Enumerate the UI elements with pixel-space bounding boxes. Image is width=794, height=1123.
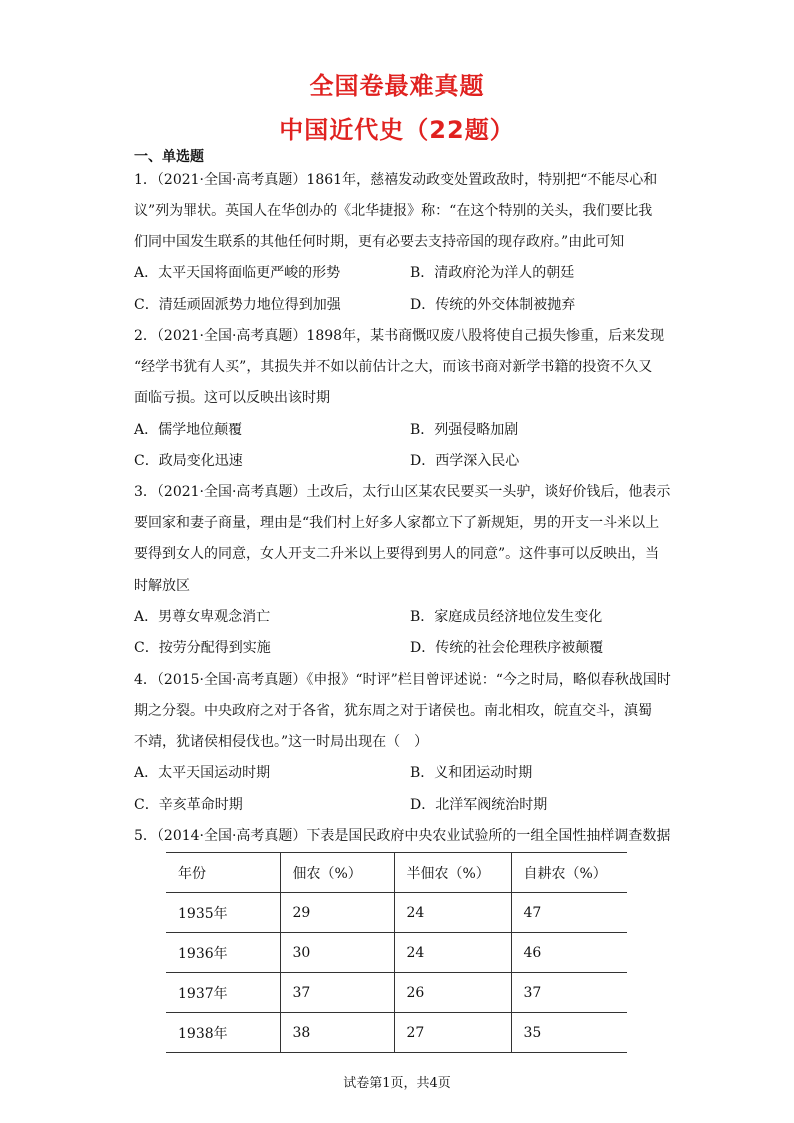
table-header-cell: 年份: [166, 853, 280, 893]
question-1-option-d: D．传统的外交体制被抛弃: [410, 297, 576, 313]
table-row: [166, 1013, 627, 1053]
page-subtitle: 中国近代史（22题）: [279, 116, 515, 144]
question-2-option-a: A．儒学地位颠覆: [134, 422, 243, 438]
table-cell: 24: [394, 933, 511, 973]
table-header-cell: 自耕农（%）: [511, 853, 627, 893]
table-cell: 29: [280, 893, 394, 933]
table-header-row: [166, 853, 627, 893]
table-cell: 35: [511, 1013, 627, 1053]
question-4-option-d: D．北洋军阀统治时期: [410, 797, 548, 813]
question-2-option-d: D．西学深入民心: [410, 453, 520, 469]
question-2-line-2: “经学书犹有人买”，其损失并不如以前估计之大，而该书商对新学书籍的投资不久又: [134, 359, 653, 375]
table-row: [166, 973, 627, 1013]
question-4-option-a: A．太平天国运动时期: [134, 765, 271, 781]
question-1-option-c: C．清廷顽固派势力地位得到加强: [134, 297, 341, 313]
question-3-option-b: B．家庭成员经济地位发生变化: [410, 609, 603, 625]
table-cell: 27: [394, 1013, 511, 1053]
question-1-option-b: B．清政府沦为洋人的朝廷: [410, 265, 575, 281]
question-2-line-3: 面临亏损。这可以反映出该时期: [134, 390, 330, 406]
question-3-line-2: 要回家和妻子商量，理由是“我们村上好多人家都立下了新规矩，男的开支一斗米以上: [134, 515, 660, 531]
question-4-line-3: 不靖，犹诸侯相侵伐也。”这一时局出现在（ ）: [134, 734, 429, 750]
question-3-option-d: D．传统的社会伦理秩序被颠覆: [410, 640, 604, 656]
question-1-line-3: 们同中国发生联系的其他任何时期，更有必要去支持帝国的现存政府。”由此可知: [134, 234, 625, 250]
question-2-line-1: 2．（2021·全国·高考真题）1898年，某书商慨叹废八股将使自己损失惨重，后来发现: [134, 328, 665, 344]
question-5-line-1: 5．（2014·全国·高考真题）下表是国民政府中央农业试验所的一组全国性抽样调查数据: [134, 828, 671, 844]
question-2-option-c: C．政局变化迅速: [134, 453, 243, 469]
question-1-line-2: 议”列为罪状。英国人在华创办的《北华捷报》称：“在这个特别的关头，我们要比我: [134, 203, 653, 219]
question-1-option-a: A．太平天国将面临更严峻的形势: [134, 265, 341, 281]
survey-table: [166, 852, 627, 1053]
page-title: 全国卷最难真题: [309, 72, 485, 100]
table-cell: 37: [280, 973, 394, 1013]
table-cell: 26: [394, 973, 511, 1013]
table-header-cell: 佃农（%）: [280, 853, 394, 893]
question-1-line-1: 1．（2021·全国·高考真题）1861年，慈禧发动政变处置政敌时，特别把“不能尽心和: [134, 172, 658, 188]
table-cell: 24: [394, 893, 511, 933]
question-4-option-b: B．义和团运动时期: [410, 765, 533, 781]
table-row: [166, 933, 627, 973]
table-cell: 30: [280, 933, 394, 973]
table-cell: 38: [280, 1013, 394, 1053]
question-3-line-3: 要得到女人的同意，女人开支二升米以上要得到男人的同意”。这件事可以反映出，当: [134, 546, 660, 562]
table-header-cell: 半佃农（%）: [394, 853, 511, 893]
table-cell: 37: [511, 973, 627, 1013]
question-4-line-2: 期之分裂。中央政府之对于各省，犹东周之对于诸侯也。南北相攻，皖直交斗，滇蜀: [134, 703, 652, 719]
page-footer: 试卷第1页，共4页: [343, 1076, 451, 1091]
table-cell: 1935年: [166, 893, 280, 933]
question-3-line-4: 时解放区: [134, 578, 190, 594]
question-4-option-c: C．辛亥革命时期: [134, 797, 243, 813]
table-cell: 1937年: [166, 973, 280, 1013]
table-cell: 1936年: [166, 933, 280, 973]
table-cell: 1938年: [166, 1013, 280, 1053]
question-4-line-1: 4．（2015·全国·高考真题）《申报》“时评”栏目曾评述说：“今之时局，略似春秋战国时: [134, 672, 671, 688]
table-row: [166, 893, 627, 933]
table-cell: 46: [511, 933, 627, 973]
question-2-option-b: B．列强侵略加剧: [410, 422, 519, 438]
question-3-option-c: C．按劳分配得到实施: [134, 640, 271, 656]
section-heading: 一、单选题: [134, 149, 204, 165]
table-cell: 47: [511, 893, 627, 933]
question-3-option-a: A．男尊女卑观念消亡: [134, 609, 271, 625]
question-3-line-1: 3．（2021·全国·高考真题）土改后，太行山区某农民要买一头驴，谈好价钱后，他表示: [134, 484, 671, 500]
